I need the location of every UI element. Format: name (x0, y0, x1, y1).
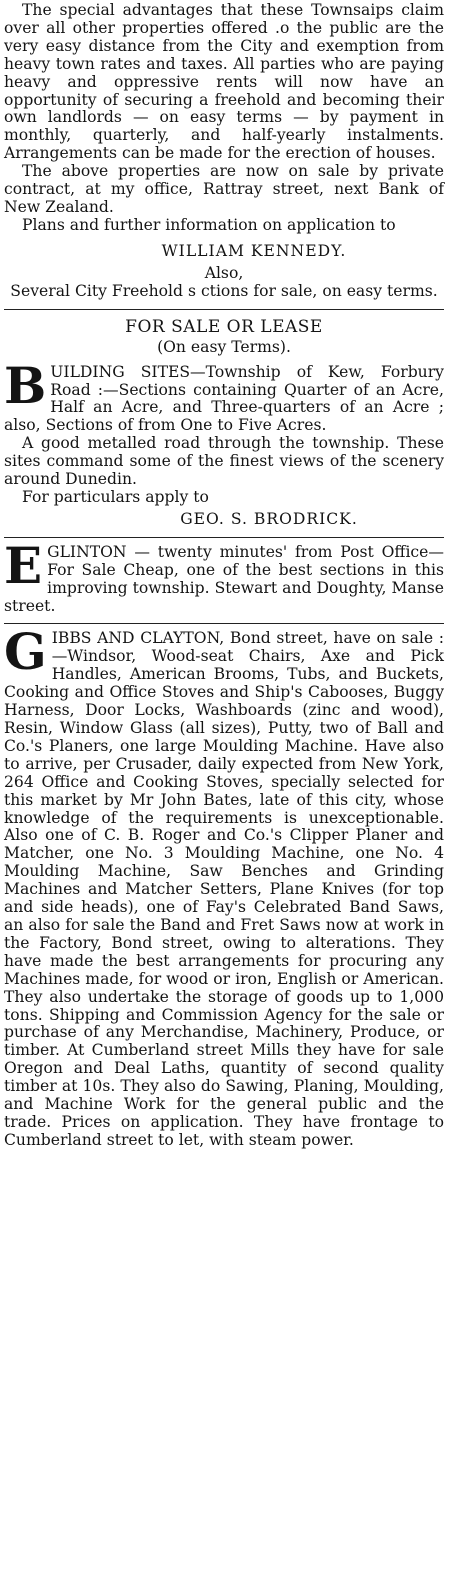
newspaper-column (4, 0, 444, 1150)
notice-paragraph: IBBS AND CLAYTON, Bond street, have on sale :—Windsor, Wood-seat Chairs, Axe and Pick Handles, American Brooms, Tubs, and Buckets, Cooking and Office Stoves and Ship's Cabooses, Buggy Harness, Door Locks, Washboards (zinc and wood), Resin, Window Glass (all sizes), Putty, two of Ball and Co.'s Planers, one large Moulding Machine. Have also to arrive, per Crusader, daily expected from New York, 264 Office and Cooking Stoves, specially selected for this market by Mr John Bates, late of this city, whose knowledge of the requirements is unexceptionable. Also one of C. B. Roger and Co.'s Clipper Planer and Matcher, one No. 3 Moulding Machine, one No. 4 Moulding Machine, Saw Benches and Grinding Machines and Matcher Setters, Plane Knives (for top and side heads), one of Fay's Celebrated Band Saws, an also for sale the Band and Fret Saws now at work in the Factory, Bond street, owing to alterations. They have made the best arrangements for procuring any Machines made, for wood or iron, English or American. They also undertake the storage of goods up to 1,000 tons. Shipping and Commission Agency for the sale or purchase of any Merchandise, Machinery, Produce, or timber. At Cumberland street Mills they have for sale Oregon and Deal Laths, quantity of second quality timber at 10s. They also do Sawing, Planing, Moulding, and Machine Work for the general public and the trade. Prices on application. They have frontage to Cumberland street to let, with steam power. (4, 629, 444, 1149)
notice-gibbs-and-clayton (4, 622, 444, 1149)
signature: GEO. S. BRODRICK. (180, 509, 358, 528)
notice-paragraph: For particulars apply to (22, 487, 209, 506)
notice-eglinton (4, 535, 444, 616)
notice-william-kennedy (4, 2, 444, 301)
signature: WILLIAM KENNEDY. (161, 241, 347, 260)
notice-heading: FOR SALE OR LEASE (125, 316, 323, 337)
notice-paragraph: GLINTON — twenty minutes' from Post Office—For Sale Cheap, one of the best sections in this improving township. Stewart and Doughty, Manse street. (4, 542, 444, 615)
also-text: Several City Freehold s ctions for sale, on easy terms. (10, 281, 438, 300)
notice-paragraph: UILDING SITES—Township of Kew, Forbury Road :—Sections containing Quarter of an Acre, Half an Acre, and Three-quarters of an Acre ; also, Sections of from One to Five Acres. (4, 362, 444, 435)
drop-cap: E (4, 535, 43, 595)
drop-cap: B (4, 355, 47, 415)
drop-cap: G (4, 622, 47, 682)
notice-subheading: (On easy Terms). (157, 337, 291, 356)
also-label: Also, (204, 263, 244, 282)
divider (4, 537, 444, 538)
notice-paragraph: Plans and further information on application to (22, 215, 396, 234)
divider (4, 309, 444, 310)
notice-paragraph: The special advantages that these Townsaips claim over all other properties offered .o the public are the very easy distance from the City and exemption from heavy town rates and taxes. All parties who are paying heavy and oppressive rents will now have an opportunity of securing a freehold and becoming their own landlords — on easy terms — by payment in monthly, quarterly, and half-yearly instalments. Arrangements can be made for the erection of houses. (4, 1, 444, 163)
divider (4, 623, 444, 624)
notice-for-sale-or-lease (4, 316, 444, 529)
notice-paragraph: A good metalled road through the township. These sites command some of the finest views of the scenery around Dunedin. (4, 434, 444, 489)
notice-paragraph: The above properties are now on sale by private contract, at my office, Rattray street, next Bank of New Zealand. (4, 162, 444, 216)
